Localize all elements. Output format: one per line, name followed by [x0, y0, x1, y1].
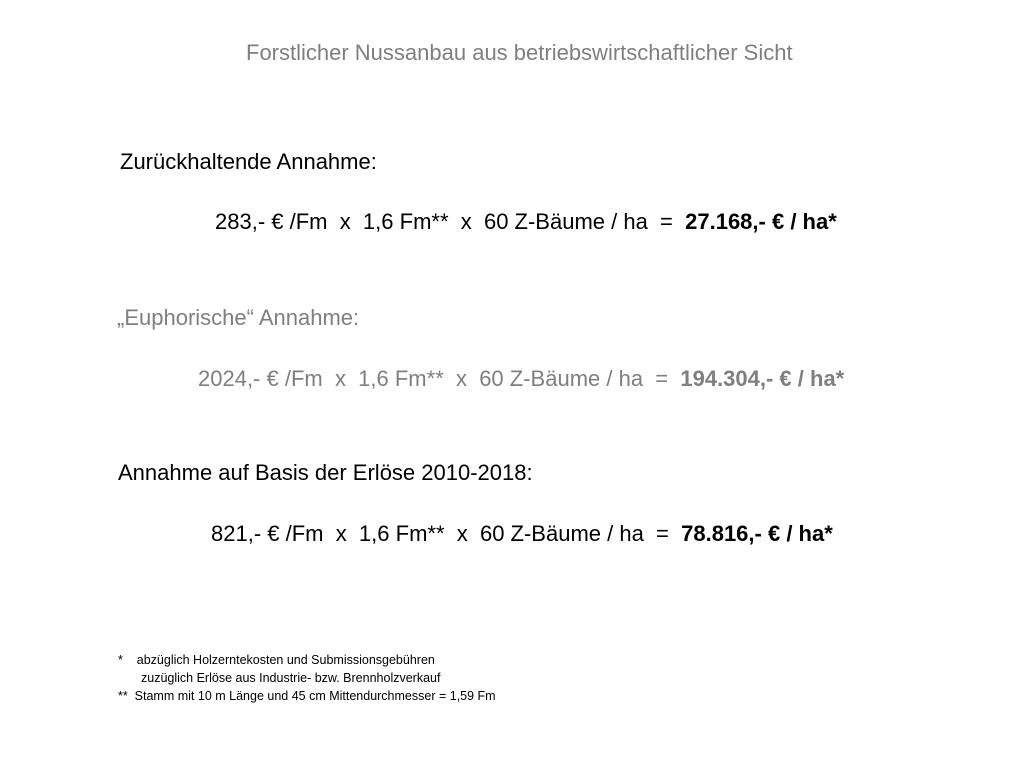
footnote-1-continued: zuzüglich Erlöse aus Industrie- bzw. Brennholzverkauf — [141, 671, 441, 685]
formula-result: 194.304,- € / ha* — [680, 366, 845, 391]
footnotes — [118, 651, 496, 705]
slide-title: Forstlicher Nussanbau aus betriebswirtschaftlicher Sicht — [246, 40, 793, 65]
footnote-2: ** Stamm mit 10 m Länge und 45 cm Mittendurchmesser = 1,59 Fm — [118, 689, 496, 703]
formula-euphoric — [198, 366, 844, 392]
section-heading-revenue-basis: Annahme auf Basis der Erlöse 2010-2018: — [118, 460, 533, 485]
footnote-1: * abzüglich Holzerntekosten und Submissionsgebühren — [118, 653, 435, 667]
formula-result: 78.816,- € / ha* — [681, 521, 833, 546]
formula-text: 821,- € /Fm x 1,6 Fm** x 60 Z-Bäume / ha = — [211, 521, 682, 546]
formula-revenue-basis — [211, 521, 833, 547]
formula-text: 2024,- € /Fm x 1,6 Fm** x 60 Z-Bäume / ha = — [198, 366, 681, 391]
section-heading-euphoric: „Euphorische“ Annahme: — [117, 305, 360, 330]
formula-result: 27.168,- € / ha* — [685, 209, 837, 234]
formula-text: 283,- € /Fm x 1,6 Fm** x 60 Z-Bäume / ha = — [215, 209, 686, 234]
section-heading-conservative: Zurückhaltende Annahme: — [120, 149, 377, 174]
formula-conservative — [215, 209, 837, 235]
